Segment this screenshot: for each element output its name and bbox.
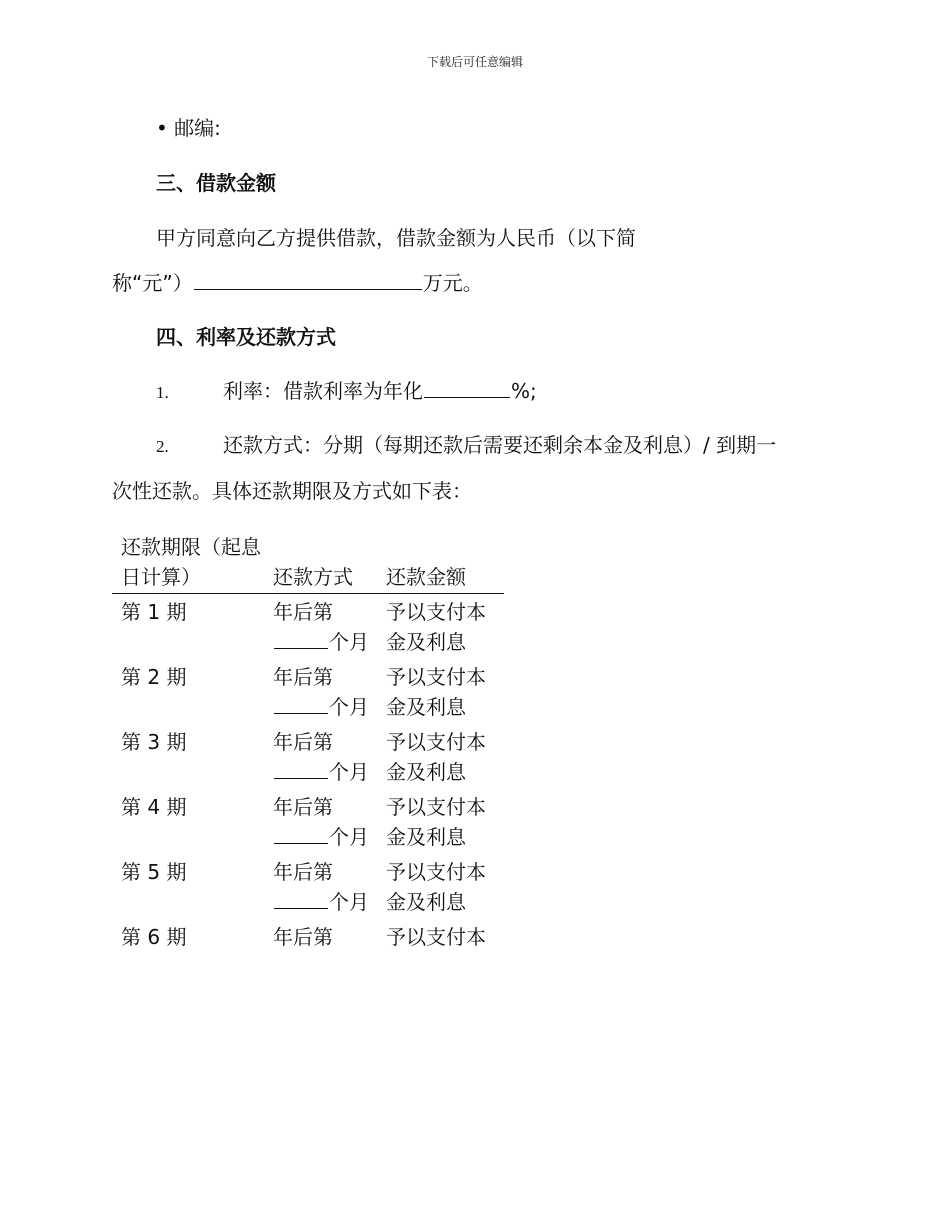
table-row (112, 724, 504, 789)
method-suffix: 个月 (329, 825, 369, 849)
amount-cell: 予以支付本 (386, 925, 486, 949)
repayment-method-text: 还款方式：分期（每期还款后需要还剩余本金及利息）/ 到期一 (223, 433, 777, 457)
method-cell (273, 594, 386, 660)
section-3-title: 三、借款金额 (156, 171, 276, 195)
method-cell: 年后第 (273, 925, 333, 949)
table-row (112, 854, 504, 919)
repayment-schedule-table (112, 532, 504, 954)
loan-amount-paragraph-line-2 (112, 268, 483, 298)
method-prefix: 年后第 (273, 600, 333, 624)
month-blank[interactable] (274, 823, 328, 844)
method-suffix: 个月 (329, 760, 369, 784)
loan-amount-blank[interactable] (194, 269, 422, 290)
postcode-label: • 邮编: (156, 116, 221, 140)
method-cell (273, 854, 386, 919)
loan-amount-suffix: 万元。 (422, 271, 483, 295)
method-prefix: 年后第 (273, 730, 333, 754)
amount-cell: 予以支付本金及利息 (386, 730, 486, 784)
period-cell: 第 1 期 (121, 600, 187, 624)
interest-rate-blank[interactable] (424, 377, 510, 398)
loan-amount-prefix: 称“元”） (112, 271, 193, 295)
month-blank[interactable] (274, 758, 328, 779)
column-header-method: 还款方式 (273, 532, 386, 594)
period-cell: 第 5 期 (121, 860, 187, 884)
table-row (112, 789, 504, 854)
interest-rate-prefix: 利率：借款利率为年化 (223, 379, 423, 403)
method-cell (273, 789, 386, 854)
period-cell: 第 2 期 (121, 665, 187, 689)
section-4-title: 四、利率及还款方式 (156, 325, 336, 349)
period-cell: 第 3 期 (121, 730, 187, 754)
table-header-row (112, 532, 504, 594)
month-blank[interactable] (274, 693, 328, 714)
method-suffix: 个月 (329, 890, 369, 914)
column-header-period: 还款期限（起息日计算） (112, 532, 273, 594)
amount-cell: 予以支付本金及利息 (386, 860, 486, 914)
interest-rate-item (156, 376, 537, 408)
column-header-amount: 还款金额 (386, 532, 504, 594)
interest-rate-suffix: %; (511, 379, 537, 403)
amount-cell: 予以支付本金及利息 (386, 665, 486, 719)
method-cell (273, 724, 386, 789)
method-prefix: 年后第 (273, 860, 333, 884)
period-cell: 第 4 期 (121, 795, 187, 819)
table-row (112, 659, 504, 724)
table-row (112, 594, 504, 660)
item-number: 1. (156, 383, 169, 402)
method-prefix: 年后第 (273, 665, 333, 689)
month-blank[interactable] (274, 888, 328, 909)
repayment-method-item-line-1 (156, 430, 776, 462)
month-blank[interactable] (274, 628, 328, 649)
amount-cell: 予以支付本金及利息 (386, 795, 486, 849)
item-number: 2. (156, 437, 169, 456)
method-suffix: 个月 (329, 695, 369, 719)
period-cell: 第 6 期 (121, 925, 187, 949)
table-row (112, 919, 504, 954)
method-cell (273, 659, 386, 724)
method-prefix: 年后第 (273, 795, 333, 819)
method-suffix: 个月 (329, 630, 369, 654)
amount-cell: 予以支付本金及利息 (386, 600, 486, 654)
repayment-method-item-line-2: 次性还款。具体还款期限及方式如下表： (112, 479, 472, 503)
loan-amount-paragraph-line-1: 甲方同意向乙方提供借款，借款金额为人民币（以下简 (156, 226, 636, 250)
page-header: 下载后可任意编辑 (426, 55, 523, 69)
